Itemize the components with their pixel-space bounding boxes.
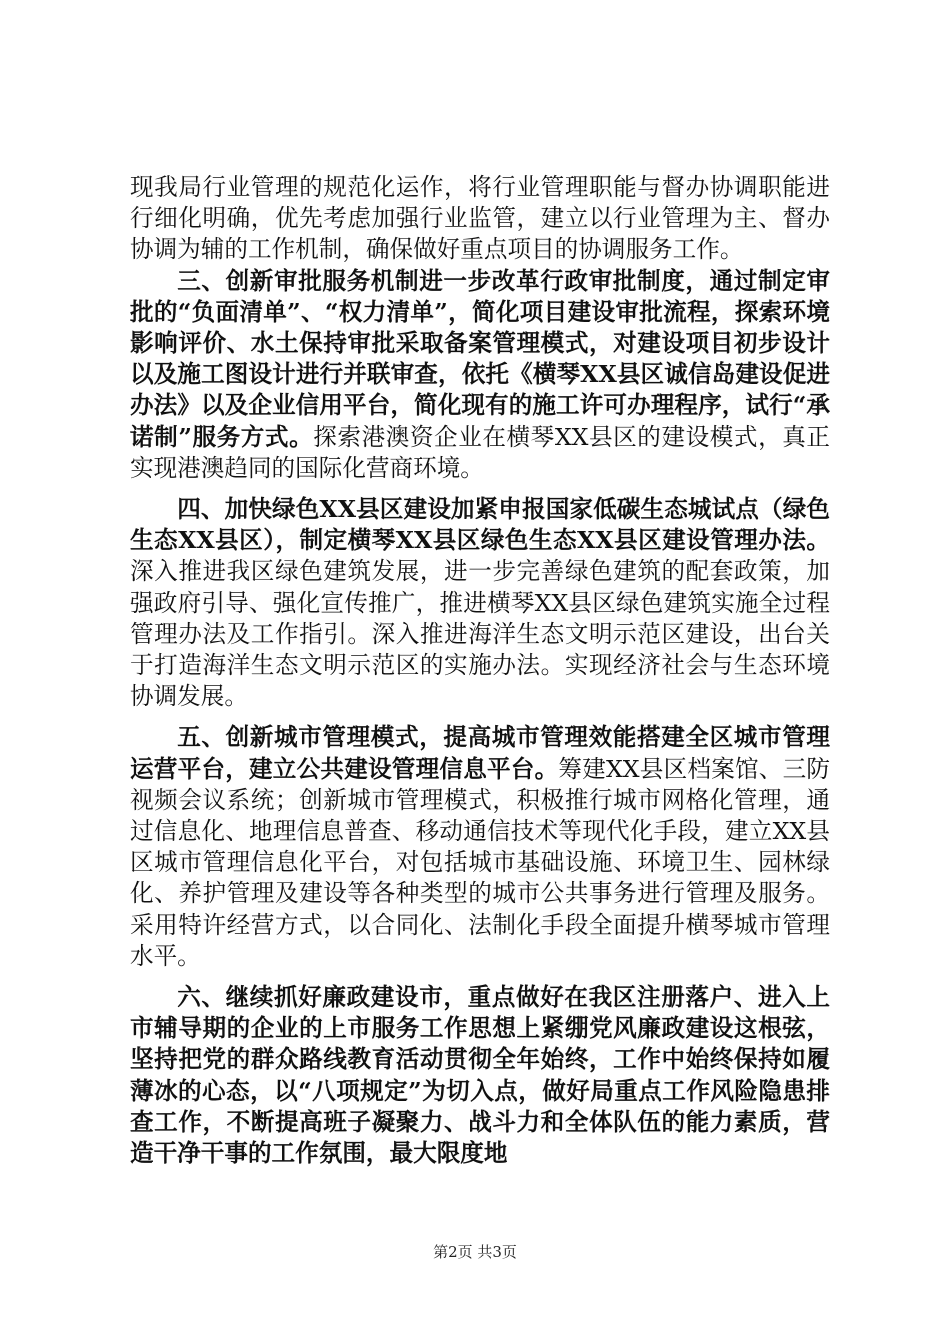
paragraph-approval-mechanism: [130, 266, 830, 484]
paragraph-text: 筹建XX县区档案馆、三防视频会议系统；创新城市管理模式，积极推行城市网格化管理，通过信息化、地理信息普查、移动通信技术等现代化手段，建立XX县区城市管理信息化平台，对包括城市基础设施、环境卫生、园林绿化、养护管理及建设等各种类型的城市公共事务进行管理及服务。采用特许经营方式，以合同化、法制化手段全面提升横琴城市管理水平。: [130, 754, 831, 970]
paragraph-integrity-building: [130, 982, 830, 1169]
paragraph-lead: 四、加快绿色XX县区建设加紧申报国家低碳生态城试点（绿色生态XX县区），制定横琴XX县区绿色生态XX县区建设管理办法。: [130, 495, 830, 555]
paragraph-text: 现我局行业管理的规范化运作，将行业管理职能与督办协调职能进行细化明确，优先考虑加强行业监管，建立以行业管理为主、督办协调为辅的工作机制，确保做好重点项目的协调服务工作。: [130, 173, 830, 264]
document-body: [130, 172, 830, 1169]
paragraph-text: 深入推进我区绿色建筑发展，进一步完善绿色建筑的配套政策，加强政府引导、强化宣传推广，推进横琴XX县区绿色建筑实施全过程管理办法及工作指引。深入推进海洋生态文明示范区建设，出台关于打造海洋生态文明示范区的实施办法。实现经济社会与生态环境协调发展。: [130, 557, 830, 711]
paragraph-city-management: [130, 722, 830, 972]
paragraph-continuation: [130, 172, 830, 266]
paragraph-text: 探索港澳资企业在横琴XX县区的建设模式，真正实现港澳趋同的国际化营商环境。: [130, 422, 831, 482]
paragraph-lead: 六、继续抓好廉政建设市，重点做好在我区注册落户、进入上市辅导期的企业的上市服务工作思想上紧绷党风廉政建设这根弦，坚持把党的群众路线教育活动贯彻全年始终，工作中始终保持如履薄冰的心态，以“八项规定”为切入点，做好局重点工作风险隐患排查工作，不断提高班子凝聚力、战斗力和全体队伍的能力素质，营造干净干事的工作氛围，最大限度地: [130, 983, 830, 1168]
page-number-footer: 第2页 共3页: [433, 1243, 517, 1261]
paragraph-lead: 三、创新审批服务机制进一步改革行政审批制度，通过制定审批的“负面清单”、“权力清单”，简化项目建设审批流程，探索环境影响评价、水土保持审批采取备案管理模式，对建设项目初步设计以及施工图设计进行并联审查，依托《横琴XX县区诚信岛建设促进办法》以及企业信用平台，简化现有的施工许可办理程序，试行“承诺制”服务方式。: [130, 266, 830, 451]
paragraph-green-district: [130, 494, 830, 712]
paragraph-lead: 五、创新城市管理模式，提高城市管理效能搭建全区城市管理运营平台，建立公共建设管理信息平台。: [130, 723, 830, 783]
